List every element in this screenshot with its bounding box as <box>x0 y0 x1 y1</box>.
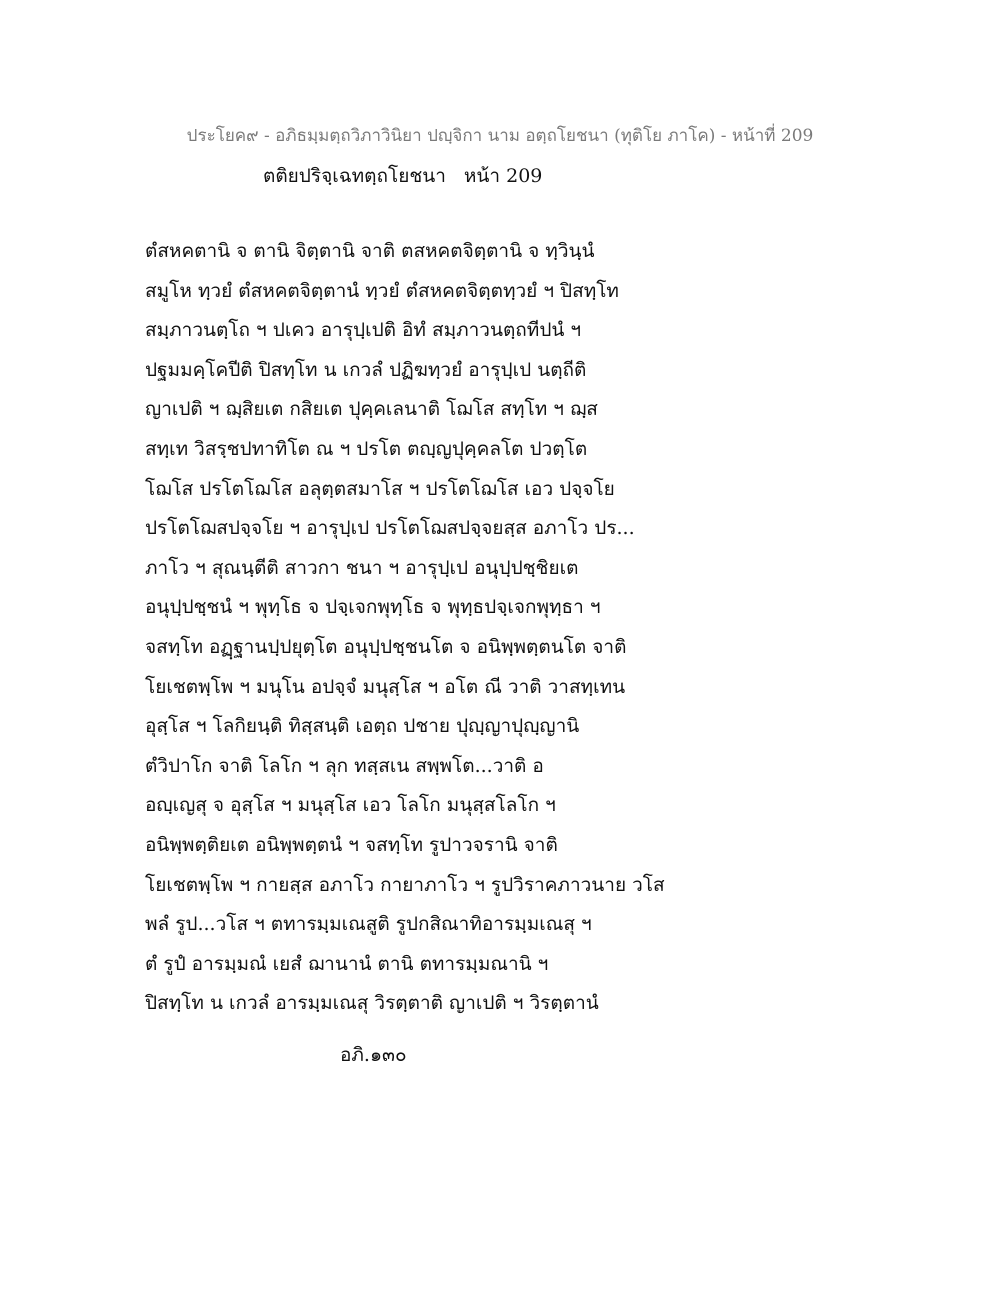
text-line: ภาโว ฯ สุณนฺตีติ สาวกา ชนา ฯ อารุปฺเป อนุปฺปชฺชิยเต <box>145 556 579 579</box>
text-line: ตํ รูปํ อารมฺมณํ เยสํ ฌานานํ ตานิ ตทารมฺมณานิ ฯ <box>145 952 549 975</box>
text-line: อุสฺโส ฯ โลกิยนฺติ ทิสฺสนฺติ เอตฺถ ปชาย ปุญฺญาปุญฺญานิ <box>145 715 580 738</box>
text-line: จสทฺโท อฏฺฐานปฺปยุตฺโต อนุปฺปชฺชนโต จ อนิพฺพตฺตนโต จาติ <box>145 635 627 658</box>
body-text <box>145 232 865 1024</box>
text-line: อญฺเญสุ จ อุสฺโส ฯ มนุสฺโส เอว โลโก มนุสฺสโลโก ฯ <box>145 794 556 817</box>
text-line: สมูโห ทฺวยํ ตํสหคตจิตฺตานํ ทฺวยํ ตํสหคตจิตฺตทฺวยํ ฯ ปิสทฺโท <box>145 279 619 302</box>
text-line: ปิสทฺโท น เกวลํ อารมฺมเณสุ วิรตฺตาติ ญาเปติ ฯ วิรตฺตานํ <box>145 992 599 1015</box>
text-line: พลํ รูป...วโส ฯ ตทารมฺมเณสูติ รูปกสิณาทิอารมฺมเณสุ ฯ <box>145 913 592 936</box>
text-line: ปฐมมคฺโคปีติ ปิสทฺโท น เกวลํ ปฏิฆทฺวยํ อารุปฺเป นตฺถีติ <box>145 358 587 381</box>
text-line: สทฺเท วิสรฺชปทาทิโต ณ ฯ ปรโต ตญฺญปุคฺคลโต ปวตฺโต <box>145 437 588 460</box>
text-line: ปรโตโฌสปจฺจโย ฯ อารุปฺเป ปรโตโฌสปจฺจยสฺส อภาโว ปร... <box>145 517 635 540</box>
running-header: ประโยค๙ - อภิธมฺมตฺถวิภาวินิยา ปญฺจิกา นาม อตฺถโยชนา (ทุติโย ภาโค) - หน้าที่ 209 <box>186 126 814 146</box>
page-reference: หน้า 209 <box>463 165 543 187</box>
section-title <box>263 161 542 191</box>
text-line: สมฺภาวนตฺโถ ฯ ปเคว อารุปฺเปติ อิทํ สมฺภาวนตฺถทีปนํ ฯ <box>145 319 582 342</box>
text-line: อนุปฺปชฺชนํ ฯ พุทฺโธ จ ปจฺเจกพุทฺโธ จ พุทฺธปจฺเจกพุทฺธา ฯ <box>145 596 601 619</box>
section-title-text: ตติยปริจฺเฉทตฺถโยชนา <box>263 165 446 187</box>
text-line: ญาเปติ ฯ ฌฺสิยเต กสิยเต ปุคฺคเลนาติ โฌโส สทฺโท ฯ ฌฺส <box>145 398 598 421</box>
text-line: โฌโส ปรโตโฌโส อลุตฺตสมาโส ฯ ปรโตโฌโส เอว ปจฺจโย <box>145 477 615 500</box>
text-line: อนิพฺพตฺติยเต อนิพฺพตฺตนํ ฯ จสทฺโท รูปาวจรานิ จาติ <box>145 833 558 856</box>
text-line: ตํวิปาโก จาติ โลโก ฯ ลุก ทสฺสเน สพฺพโต...วาติ อ <box>145 754 544 777</box>
text-line: โยเชตพฺโพ ฯ กายสฺส อภาโว กายาภาโว ฯ รูปวิราคภาวนาย วโส <box>145 873 665 896</box>
footer-code: อภิ.๑๓๐ <box>340 1044 407 1066</box>
text-line: โยเชตพฺโพ ฯ มนุโน อปจฺจํ มนุสฺโส ฯ อโต ณี วาติ วาสทฺเทน <box>145 675 626 698</box>
text-line: ตํสหคตานิ จ ตานิ จิตฺตานิ จาติ ตสหคตจิตฺตานิ จ ทฺวินฺนํ <box>145 240 595 262</box>
